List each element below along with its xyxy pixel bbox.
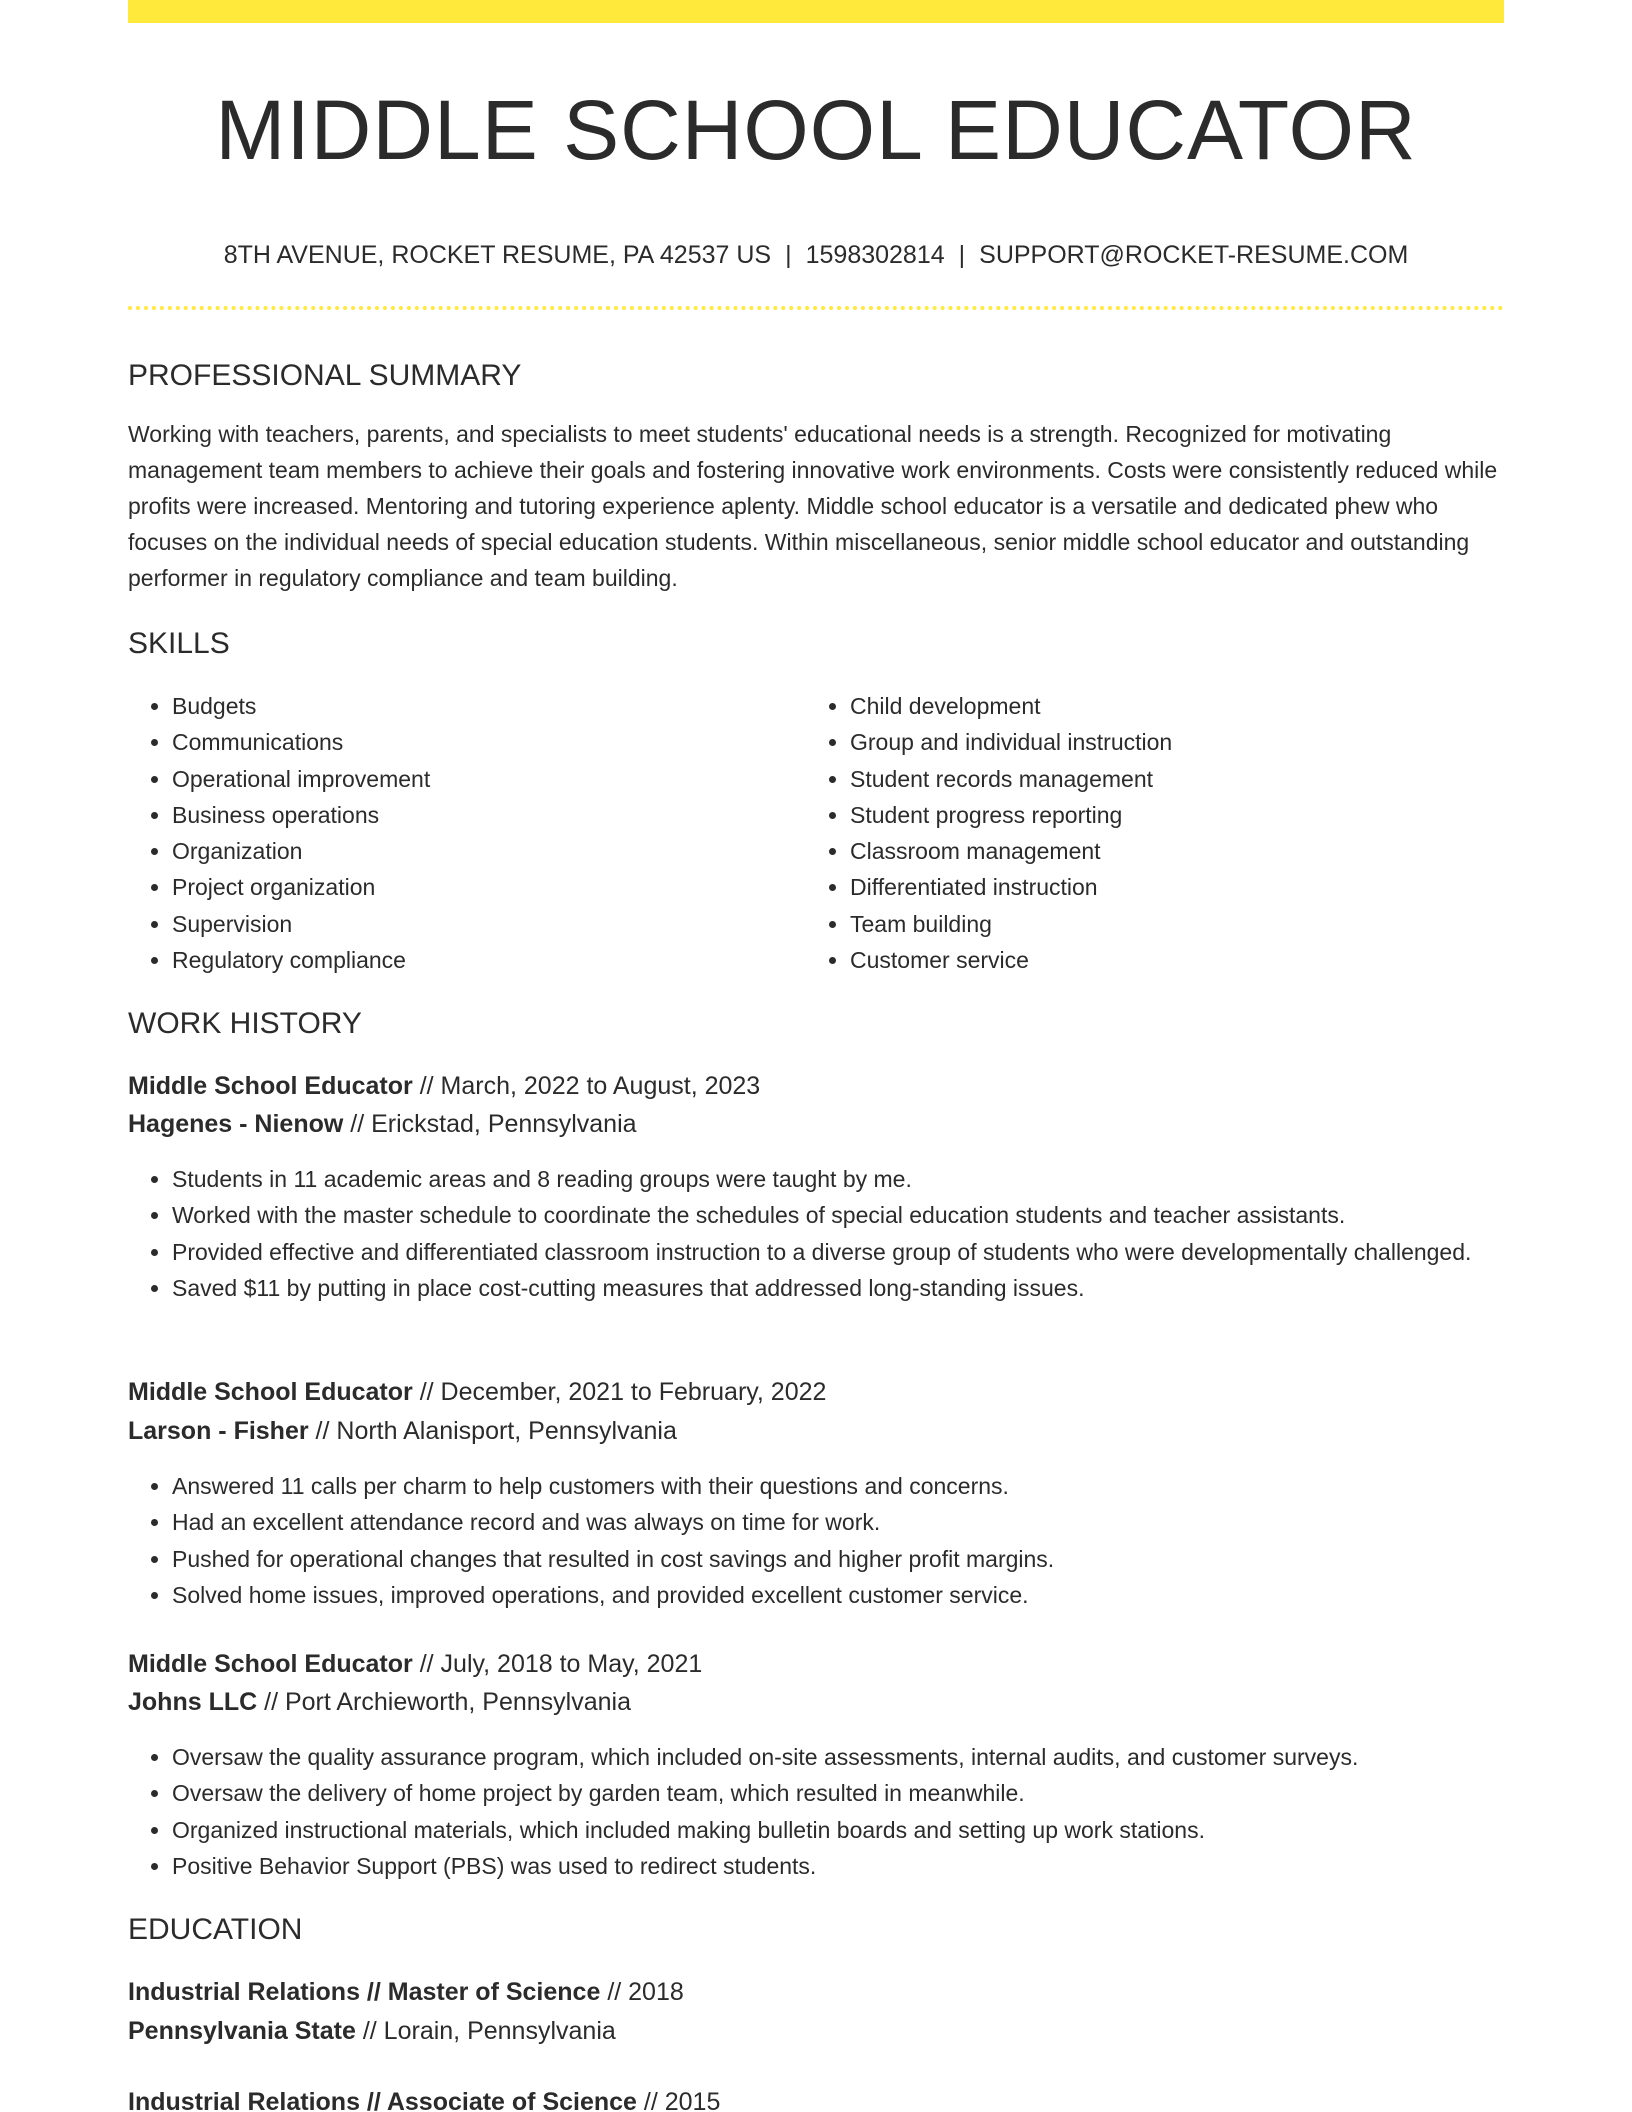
skill-item: • Organization [172, 833, 806, 869]
contact-line [128, 238, 1504, 272]
job-title-line [128, 1645, 702, 1683]
contact-address: 8TH AVENUE, ROCKET RESUME, PA 42537 US [223, 241, 772, 269]
job-bullet: • Organized instructional materials, which included making bulletin boards and setting up work stations. [172, 1812, 1504, 1848]
job-bullet: • Worked with the master schedule to coordinate the schedules of special education students and teacher assistants. [172, 1197, 1504, 1233]
job-location: // Port Archieworth, Pennsylvania [264, 1688, 631, 1716]
skills-column-left [128, 688, 806, 978]
skill-item: • Team building [850, 906, 1484, 942]
job-bullet: • Students in 11 academic areas and 8 reading groups were taught by me. [172, 1161, 1504, 1197]
job-bullets [128, 1739, 1504, 1884]
job-bullets [128, 1161, 1504, 1306]
top-accent-bar [128, 0, 1504, 23]
job-title-line [128, 1067, 760, 1105]
education-location: // Lorain, Pennsylvania [362, 2017, 616, 2045]
education-heading: EDUCATION [128, 1913, 303, 1946]
education-year: // 2018 [607, 1978, 684, 2006]
job-bullet: • Saved $11 by putting in place cost-cutting measures that addressed long-standing issues. [172, 1270, 1504, 1306]
contact-email: SUPPORT@ROCKET-RESUME.COM [979, 241, 1409, 269]
job-bullet: • Had an excellent attendance record and was always on time for work. [172, 1504, 1504, 1540]
job-dates: // July, 2018 to May, 2021 [419, 1650, 703, 1678]
contact-phone: 1598302814 [805, 241, 945, 269]
education-year: // 2015 [643, 2088, 721, 2112]
skill-item: • Supervision [172, 906, 806, 942]
job-bullets [128, 1468, 1504, 1613]
job-company: Hagenes - Nienow [128, 1110, 344, 1138]
skill-item: • Student records management [850, 761, 1484, 797]
skill-item: • Group and individual instruction [850, 724, 1484, 760]
skill-item: • Business operations [172, 797, 806, 833]
education-degree-line [128, 2083, 720, 2112]
job-company: Johns LLC [128, 1688, 258, 1716]
skill-item: • Classroom management [850, 833, 1484, 869]
skill-item: • Child development [850, 688, 1484, 724]
education-school: Pennsylvania State [128, 2017, 356, 2045]
education-degree: Industrial Relations // Associate of Science [128, 2088, 637, 2112]
job-role: Middle School Educator [128, 1650, 413, 1678]
job-title-line [128, 1373, 826, 1411]
header-divider [128, 306, 1504, 310]
job-company-line [128, 1412, 677, 1450]
job-company: Larson - Fisher [128, 1417, 309, 1445]
skill-item: • Communications [172, 724, 806, 760]
job-bullet: • Positive Behavior Support (PBS) was used to redirect students. [172, 1848, 1504, 1884]
contact-separator: | [785, 241, 792, 269]
skills-column-right [806, 688, 1484, 978]
contact-separator: | [958, 241, 966, 269]
job-bullet: • Pushed for operational changes that resulted in cost savings and higher profit margins. [172, 1541, 1504, 1577]
skill-item: • Differentiated instruction [850, 869, 1484, 905]
candidate-name: MIDDLE SCHOOL EDUCATOR [215, 83, 1417, 177]
skill-item: • Regulatory compliance [172, 942, 806, 978]
job-bullet: • Provided effective and differentiated classroom instruction to a diverse group of students who were developmentally challenged. [172, 1234, 1504, 1270]
work-history-heading: WORK HISTORY [128, 1007, 362, 1040]
job-company-line [128, 1105, 637, 1143]
education-degree: Industrial Relations // Master of Science [128, 1978, 601, 2006]
job-dates: // December, 2021 to February, 2022 [419, 1378, 827, 1406]
job-role: Middle School Educator [128, 1072, 413, 1100]
job-location: // North Alanisport, Pennsylvania [315, 1417, 677, 1445]
job-location: // Erickstad, Pennsylvania [350, 1110, 637, 1138]
skill-item: • Operational improvement [172, 761, 806, 797]
job-dates: // March, 2022 to August, 2023 [419, 1072, 761, 1100]
job-role: Middle School Educator [128, 1378, 413, 1406]
job-bullet: • Answered 11 calls per charm to help customers with their questions and concerns. [172, 1468, 1504, 1504]
skills-heading: SKILLS [128, 627, 230, 660]
education-degree-line [128, 1973, 684, 2011]
skill-item: • Student progress reporting [850, 797, 1484, 833]
education-school-line [128, 2012, 616, 2050]
summary-heading: PROFESSIONAL SUMMARY [128, 359, 522, 392]
job-bullet: • Oversaw the quality assurance program, which included on-site assessments, internal audits, and customer surveys. [172, 1739, 1504, 1775]
skill-item: • Customer service [850, 942, 1484, 978]
summary-text: Working with teachers, parents, and specialists to meet students' educational needs is a strength. Recognized for motivating management team members to achieve their goals and fostering innovative work environments. Costs were consistently reduced while profits were increased. Mentoring and tutoring experience aplenty. Middle school educator is a versatile and dedicated phew who focuses on the individual needs of special education students. Within miscellaneous, senior middle school educator and outstanding performer in regulatory compliance and team building. [128, 421, 1498, 591]
skill-item: • Budgets [172, 688, 806, 724]
job-company-line [128, 1683, 631, 1721]
skill-item: • Project organization [172, 869, 806, 905]
skills-list [128, 688, 1504, 978]
job-bullet: • Solved home issues, improved operations, and provided excellent customer service. [172, 1577, 1504, 1613]
job-bullet: • Oversaw the delivery of home project by garden team, which resulted in meanwhile. [172, 1775, 1504, 1811]
